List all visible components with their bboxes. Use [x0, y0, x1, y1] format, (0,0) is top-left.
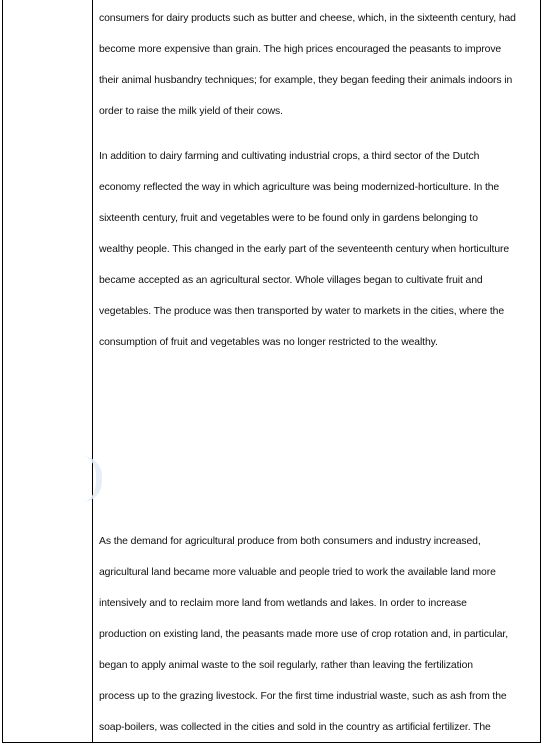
- text-line: began to apply animal waste to the soil regularly, rather than leaving the fertilization: [99, 660, 473, 671]
- text-line: agricultural land became more valuable and people tried to work the available land more: [99, 567, 496, 578]
- text-line: wealthy people. This changed in the early part of the seventeenth century when horticulture: [99, 244, 510, 255]
- text-line: production on existing land, the peasants made more use of crop rotation and, in particular,: [99, 629, 508, 640]
- text-line: consumers for dairy products such as butter and cheese, which, in the sixteenth century, had: [99, 13, 516, 24]
- paragraph-land-demand: [99, 526, 508, 743]
- text-line: As the demand for agricultural produce from both consumers and industry increased,: [99, 536, 481, 547]
- text-line: consumption of fruit and vegetables was no longer restricted to the wealthy.: [99, 337, 438, 348]
- text-line: intensively and to reclaim more land from wetlands and lakes. In order to increase: [99, 598, 467, 609]
- text-line: soap-boilers, was collected in the cities and sold in the country as artificial fertilizer. The: [99, 722, 491, 733]
- text-line: process up to the grazing livestock. For the first time industrial waste, such as ash from the: [99, 691, 507, 702]
- text-line: became accepted as an agricultural sector. Whole villages began to cultivate fruit and: [99, 275, 483, 286]
- text-line: their animal husbandry techniques; for example, they began feeding their animals indoors in: [99, 75, 513, 86]
- text-line: order to raise the milk yield of their cows.: [99, 106, 283, 117]
- text-line: vegetables. The produce was then transported by water to markets in the cities, where the: [99, 306, 505, 317]
- text-line: become more expensive than grain. The high prices encouraged the peasants to improve: [99, 44, 502, 55]
- paragraph-dairy: [99, 3, 516, 127]
- text-line: economy reflected the way in which agriculture was being modernized-horticulture. In the: [99, 182, 500, 193]
- text-line: sixteenth century, fruit and vegetables were to be found only in gardens belonging to: [99, 213, 478, 224]
- column-divider: [92, 0, 93, 743]
- text-line: In addition to dairy farming and cultivating industrial crops, a third sector of the Dutch: [99, 151, 480, 162]
- paragraph-horticulture: [99, 141, 509, 358]
